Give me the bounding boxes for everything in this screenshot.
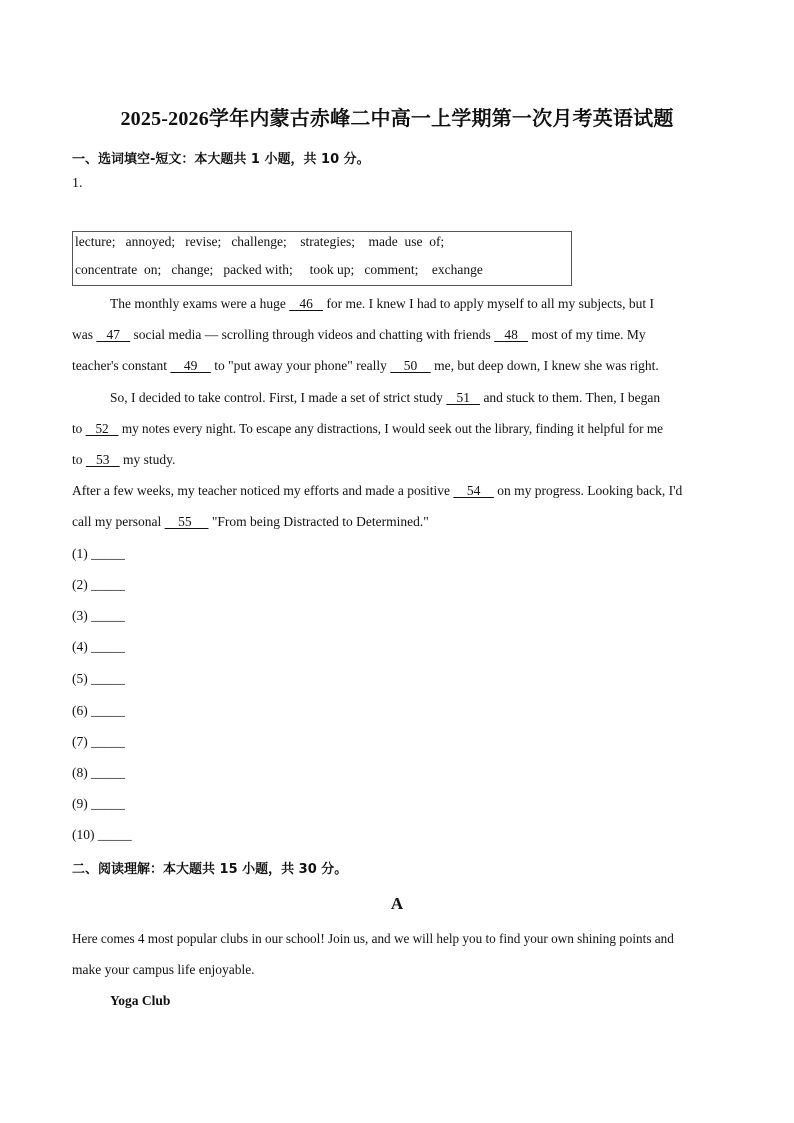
blank-50[interactable]: 50 (390, 358, 431, 373)
answer-line-8[interactable]: (8) _____ (72, 765, 125, 780)
blank-48[interactable]: 48 (494, 327, 528, 342)
passage-text: on my progress. Looking back, I'd (493, 483, 683, 498)
passage-text: me, but deep down, I knew she was right. (430, 358, 659, 373)
passage-line (72, 452, 175, 468)
answer-line-6[interactable]: (6) _____ (72, 703, 125, 718)
answer-line-7[interactable]: (7) _____ (72, 734, 125, 749)
passage-text: social media — scrolling through videos and chatting with friends (130, 327, 495, 342)
passage-text: and stuck to them. Then, I began (480, 390, 661, 405)
passage-text: So, I decided to take control. First, I made a set of strict study (110, 390, 447, 405)
page-title: 2025-2026学年内蒙古赤峰二中高一上学期第一次月考英语试题 (120, 108, 674, 130)
passage-line (110, 390, 660, 406)
club-heading-yoga: Yoga Club (110, 993, 171, 1008)
question-number: 1. (72, 176, 83, 191)
blank-53[interactable]: 53 (85, 452, 120, 467)
passage-text: most of my time. My (527, 327, 646, 342)
passage-text: to "put away your phone" really (210, 358, 391, 373)
passage-text: After a few weeks, my teacher noticed my efforts and made a positive (72, 483, 454, 498)
section-2-heading: 二、阅读理解：本大题共 15 小题，共 30 分。 (72, 862, 348, 877)
passage-text: to (72, 452, 86, 467)
passage-text: was (72, 327, 97, 342)
answer-line-4[interactable]: (4) _____ (72, 639, 125, 654)
passage-text: "From being Distracted to Determined." (208, 514, 429, 529)
answer-line-5[interactable]: (5) _____ (72, 671, 125, 686)
word-box-line-2: concentrate on; change; packed with; took up; comment; exchange (75, 262, 483, 277)
blank-51[interactable]: 51 (446, 390, 481, 405)
part-a-label: A (390, 894, 404, 913)
passage-line (110, 296, 654, 312)
passage-text: my study. (119, 452, 176, 467)
reading-intro-line-1: Here comes 4 most popular clubs in our school! Join us, and we will help you to find your own shining points and (72, 931, 674, 946)
blank-52[interactable]: 52 (85, 421, 119, 436)
blank-47[interactable]: 47 (96, 327, 131, 342)
answer-line-2[interactable]: (2) _____ (72, 577, 125, 592)
passage-line (72, 421, 663, 437)
section-1-heading: 一、选词填空-短文：本大题共 1 小题，共 10 分。 (72, 152, 370, 167)
passage-line (72, 483, 682, 499)
answer-line-9[interactable]: (9) _____ (72, 796, 125, 811)
blank-46[interactable]: 46 (289, 296, 323, 311)
answer-line-3[interactable]: (3) _____ (72, 608, 125, 623)
passage-line (72, 327, 646, 343)
passage-line (72, 514, 429, 530)
word-box (72, 231, 572, 286)
passage-text: teacher's constant (72, 358, 171, 373)
passage-text: my notes every night. To escape any distractions, I would seek out the library, finding it helpful for me (118, 421, 663, 436)
passage-text: to (72, 421, 86, 436)
passage-text: The monthly exams were a huge (110, 296, 290, 311)
reading-intro-line-2: make your campus life enjoyable. (72, 962, 255, 977)
blank-55[interactable]: 55 (164, 514, 209, 529)
passage-line (72, 358, 659, 374)
passage-text: call my personal (72, 514, 165, 529)
passage-text: for me. I knew I had to apply myself to all my subjects, but I (322, 296, 655, 311)
answer-line-1[interactable]: (1) _____ (72, 546, 125, 561)
word-box-line-1: lecture; annoyed; revise; challenge; strategies; made use of; (75, 234, 445, 249)
blank-54[interactable]: 54 (453, 483, 494, 498)
blank-49[interactable]: 49 (170, 358, 211, 373)
answer-line-10[interactable]: (10) _____ (72, 827, 132, 842)
